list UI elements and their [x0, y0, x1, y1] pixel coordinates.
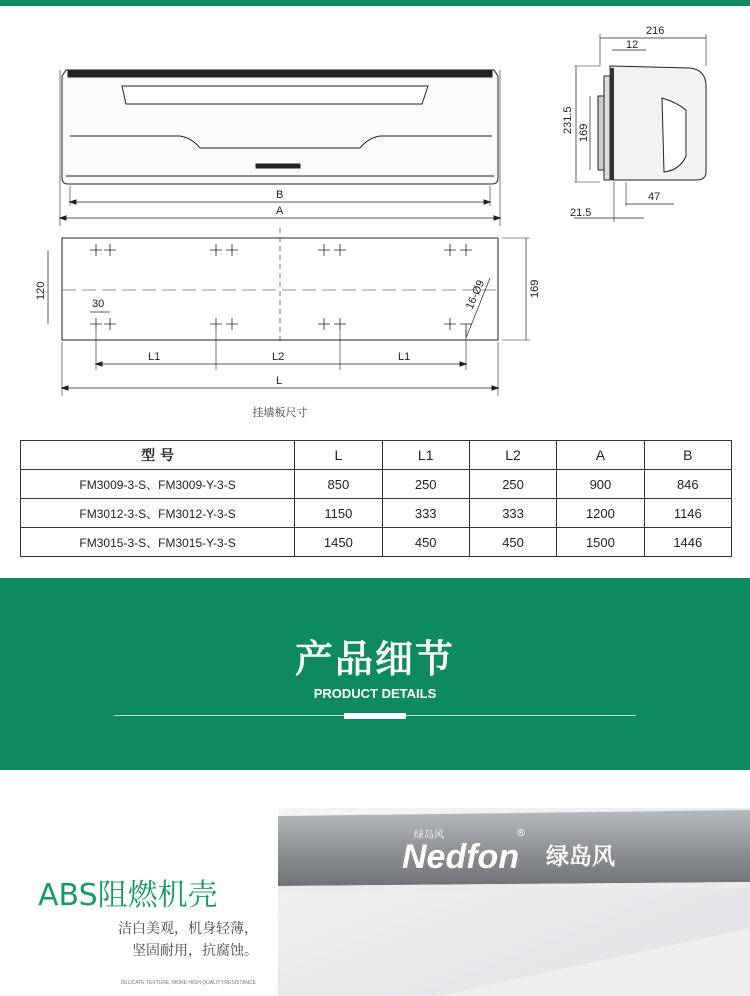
- cell-l2: 250: [469, 470, 556, 499]
- cell-model: FM3012-3-S、FM3012-Y-3-S: [21, 499, 295, 528]
- dim-l1-right-label: L1: [398, 351, 411, 363]
- feature-title: ABS阻燃机壳: [38, 878, 218, 913]
- cell-l2: 450: [469, 528, 556, 557]
- brand-logo-cn: 绿岛风: [546, 844, 615, 870]
- table-row: [21, 470, 732, 499]
- cell-l1: 333: [382, 499, 469, 528]
- cell-l: 1150: [295, 499, 382, 528]
- dim-231-label: 231.5: [562, 106, 574, 134]
- dim-l1-left-label: L1: [148, 351, 161, 363]
- technical-drawing: [0, 6, 750, 436]
- cell-model: FM3009-3-S、FM3009-Y-3-S: [21, 470, 295, 499]
- banner-subtitle: PRODUCT DETAILS: [313, 686, 437, 701]
- header-l: L: [295, 441, 382, 470]
- front-view: [60, 70, 500, 226]
- cell-b: 846: [644, 470, 731, 499]
- dim-169-plate-label: 169: [529, 279, 541, 298]
- dim-l2-label: L2: [272, 351, 285, 363]
- feature-desc-line-1: 洁白美观，机身轻薄，: [118, 921, 258, 937]
- dim-a-label: A: [276, 205, 284, 217]
- brand-small-cn: 绿岛风: [414, 830, 444, 841]
- dim-47-label: 47: [648, 191, 661, 203]
- dim-30-label: 30: [92, 298, 105, 310]
- cell-l1: 250: [382, 470, 469, 499]
- header-a: A: [557, 441, 644, 470]
- cell-l2: 333: [469, 499, 556, 528]
- dim-169-side-label: 169: [578, 123, 590, 142]
- cell-a: 1200: [557, 499, 644, 528]
- feature-desc-line-2: 坚固耐用，抗腐蚀。: [132, 943, 258, 959]
- product-photo: [278, 808, 750, 996]
- dim-21-label: 21.5: [570, 207, 592, 219]
- mounting-plate: [48, 228, 530, 396]
- product-photo-svg: [278, 808, 750, 996]
- banner-divider-bar: [344, 713, 406, 719]
- spec-table-header-row: [21, 441, 732, 470]
- banner-title: 产品细节: [294, 637, 455, 681]
- dimension-drawing-svg: [0, 6, 750, 436]
- header-l2: L2: [469, 441, 556, 470]
- spec-table: [20, 440, 732, 557]
- table-row: [21, 499, 732, 528]
- section-banner: [0, 578, 750, 770]
- header-b: B: [644, 441, 731, 470]
- dim-120-label: 120: [35, 281, 47, 300]
- side-view: [574, 34, 706, 222]
- table-row: [21, 528, 732, 557]
- brand-registered-mark: ®: [516, 828, 526, 839]
- dim-216-label: 216: [646, 25, 665, 37]
- cell-l: 1450: [295, 528, 382, 557]
- plate-caption: 挂墙板尺寸: [252, 406, 308, 419]
- cell-l: 850: [295, 470, 382, 499]
- header-l1: L1: [382, 441, 469, 470]
- feature-description: [118, 918, 258, 962]
- dim-b-label: B: [276, 189, 284, 201]
- cell-a: 900: [557, 470, 644, 499]
- header-model: 型 号: [21, 441, 295, 470]
- cell-l1: 450: [382, 528, 469, 557]
- cell-b: 1446: [644, 528, 731, 557]
- hole-spec-label: 16-Ø9: [463, 278, 488, 312]
- brand-logo-en: Nedfon: [402, 838, 520, 876]
- cell-model: FM3015-3-S、FM3015-Y-3-S: [21, 528, 295, 557]
- dim-l-label: L: [276, 375, 283, 387]
- feature-small-text: DELICATE TEXTURE, MORE HIGH QUALITY,RESISTANCE: [120, 980, 256, 986]
- cell-b: 1146: [644, 499, 731, 528]
- cell-a: 1500: [557, 528, 644, 557]
- dim-12-label: 12: [626, 39, 639, 51]
